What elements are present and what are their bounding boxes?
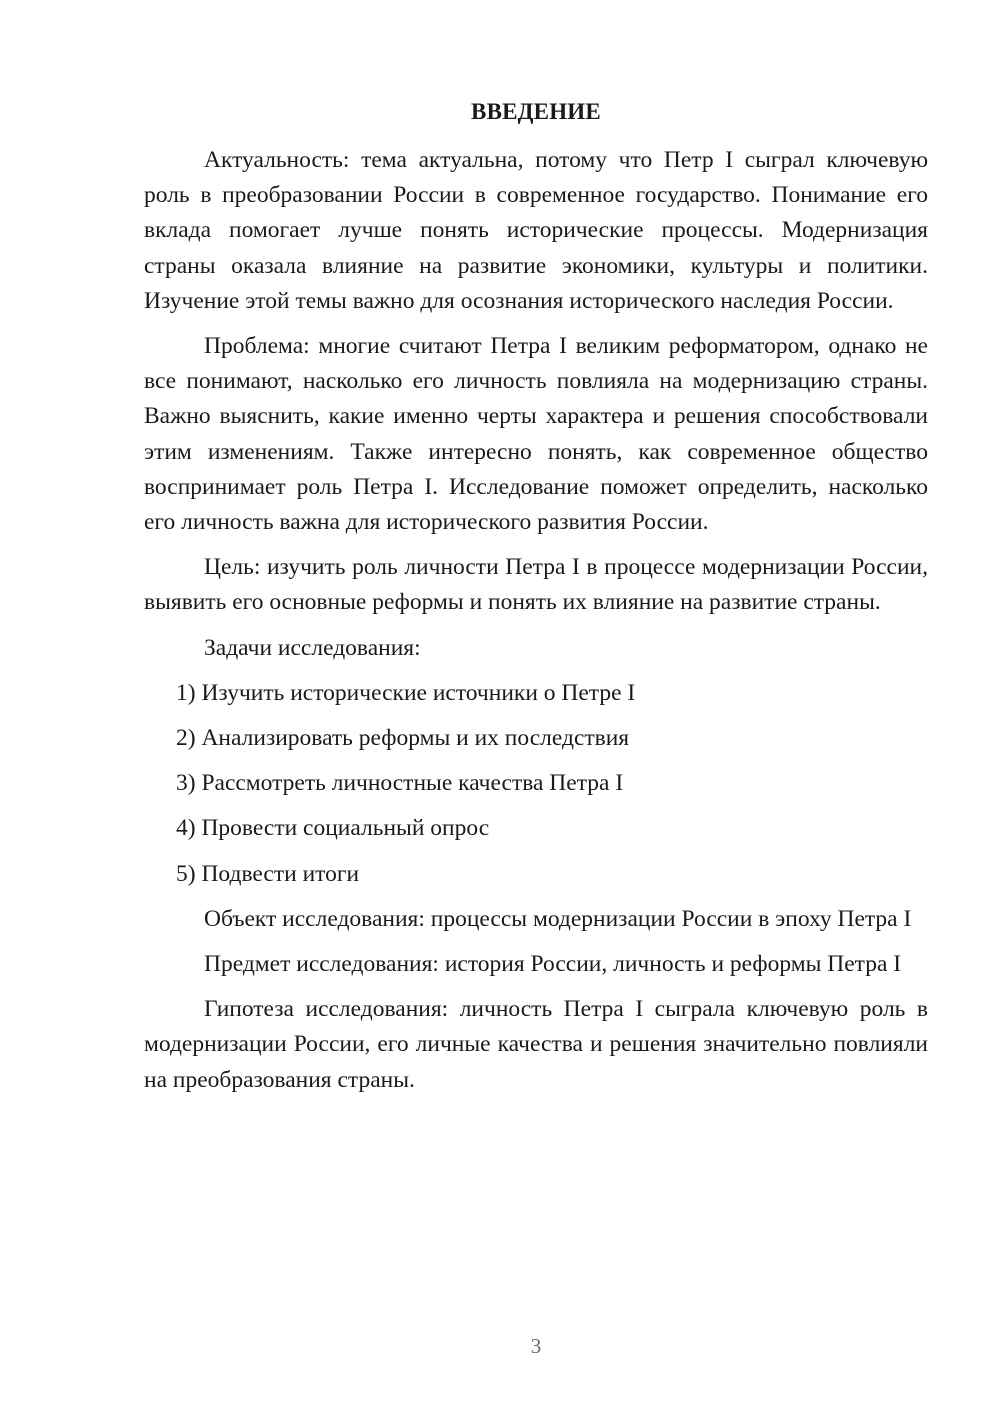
page-number: 3 bbox=[530, 1334, 542, 1358]
tasks-heading: Задачи исследования: bbox=[204, 634, 421, 661]
tasks-list bbox=[144, 676, 928, 892]
problem-paragraph: Проблема: многие считают Петра I великим реформатором, однако не все понимают, насколько его личность повлияла на модернизацию страны. Важно выяснить, какие именно черты характера и решения способствовали этим изменениям. Также интересно понять, как современное общество воспринимает роль Петра I. Исследование поможет определить, насколько его личность важна для исторического развития России. bbox=[144, 333, 928, 536]
task-item: 5) Подвести итоги bbox=[176, 860, 360, 887]
hypothesis-paragraph: Гипотеза исследования: личность Петра I сыграла ключевую роль в модернизации России, его личные качества и решения значительно повлияли на преобразования страны. bbox=[144, 996, 928, 1093]
task-item: 1) Изучить исторические источники о Петре I bbox=[176, 679, 636, 706]
object-paragraph: Объект исследования: процессы модернизации России в эпоху Петра I bbox=[204, 905, 912, 932]
goal-paragraph: Цель: изучить роль личности Петра I в процессе модернизации России, выявить его основные реформы и понять их влияние на развитие страны. bbox=[144, 554, 928, 616]
section-title: ВВЕДЕНИЕ bbox=[471, 99, 601, 124]
document-body bbox=[144, 143, 928, 1108]
task-item: 3) Рассмотреть личностные качества Петра I bbox=[176, 770, 624, 797]
task-item: 4) Провести социальный опрос bbox=[176, 815, 490, 842]
subject-paragraph: Предмет исследования: история России, личность и реформы Петра I bbox=[204, 951, 902, 978]
task-item: 2) Анализировать реформы и их последствия bbox=[176, 725, 630, 752]
relevance-paragraph: Актуальность: тема актуальна, потому что Петр I сыграл ключевую роль в преобразовании России в современное государство. Понимание его вклада помогает лучше понять исторические процессы. Модернизация страны оказала влияние на развитие экономики, культуры и политики. Изучение этой темы важно для осознания исторического наследия России. bbox=[144, 147, 928, 314]
